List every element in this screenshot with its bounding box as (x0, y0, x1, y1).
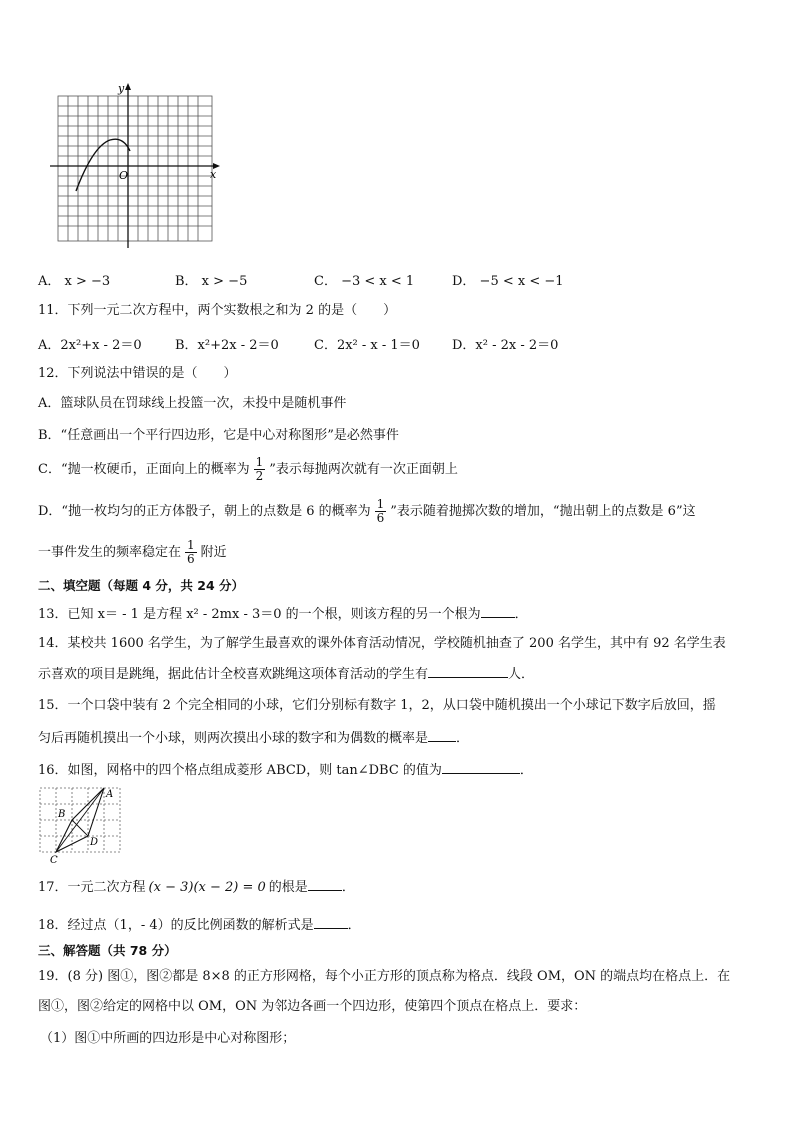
q10-option-a: A． x > −3 (38, 274, 111, 289)
rhombus-grid-figure (36, 785, 126, 865)
q14-line2: 示喜欢的项目是跳绳，据此估计全校喜欢跳绳这项体育活动的学生有 人． (38, 664, 534, 684)
parabola-curve (76, 139, 130, 191)
q17-answer-blank[interactable] (308, 877, 342, 891)
y-axis-label: y (118, 82, 125, 95)
q15-answer-blank[interactable] (428, 728, 456, 742)
q12-d-fraction: $\frac{1}{6}$ (376, 497, 385, 525)
function-graph (48, 76, 228, 252)
origin-label: O (119, 169, 129, 182)
q12-stem: 12．下列说法中错误的是（ ） (38, 366, 237, 381)
q10-option-b: B． x > −5 (175, 274, 248, 289)
q12-option-a: A．篮球队员在罚球线上投篮一次，未投中是随机事件 (38, 396, 347, 411)
point-a-label: A (106, 789, 114, 800)
q17-equation: (x − 3)(x − 2) = 0 (148, 880, 266, 895)
q11-option-a: A．2x²+x - 2＝0 (38, 338, 142, 353)
q10-option-c: C． −3 < x < 1 (314, 274, 415, 289)
q11-option-b: B．x²+2x - 2＝0 (175, 338, 279, 353)
q18: 18．经过点（1，- 4）的反比例函数的解析式是 ． (38, 915, 361, 935)
q12-d2-text-pre: 一事件发生的频率稳定在 (38, 545, 182, 560)
q12-d-text-post: ”表示随着抛掷次数的增加，“抛出朝上的点数是 6”这 (390, 504, 696, 519)
q12-d2-text-post: 附近 (200, 545, 227, 560)
q15-line1: 15．一个口袋中装有 2 个完全相同的小球，它们分别标有数字 1，2，从口袋中随机摸出一个小球记下数字后放回，摇 (38, 698, 716, 713)
q13: 13．已知 x＝ - 1 是方程 x² - 2mx - 3＝0 的一个根，则该方程的另一个根为 ． (38, 604, 528, 624)
q19-line3: （1）图①中所画的四边形是中心对称图形； (40, 1031, 296, 1046)
q11-option-d: D．x² - 2x - 2＝0 (452, 338, 559, 353)
q19-line1: 19．(8 分) 图①，图②都是 8×8 的正方形网格，每个小正方形的顶点称为格点．线段 OM，ON 的端点均在格点上．在 (38, 969, 731, 984)
q10-option-d: D． −5 < x < −1 (452, 274, 564, 289)
section-fill-in-title: 二、填空题（每题 4 分，共 24 分） (38, 578, 245, 593)
point-d-label: D (90, 837, 99, 848)
q17: 17．一元二次方程 (x − 3)(x − 2) = 0 的根是 ． (38, 877, 355, 897)
q12-d2-fraction: $\frac{1}{6}$ (187, 538, 195, 566)
q16: 16．如图，网格中的四个格点组成菱形 ABCD，则 tan∠DBC 的值为 ． (38, 760, 533, 780)
q18-answer-blank[interactable] (314, 915, 348, 929)
q12-c-text-post: ”表示每抛两次就有一次正面朝上 (269, 462, 458, 477)
q19-line2: 图①，图②给定的网格中以 OM，ON 为邻边各画一个四边形，使第四个顶点在格点上．要求： (38, 999, 587, 1014)
y-axis-arrow (125, 83, 131, 90)
q12-d-text-pre: D．“抛一枚均匀的正方体骰子，朝上的点数是 6 的概率为 (38, 504, 371, 519)
point-b-label: B (58, 809, 66, 820)
q16-answer-blank[interactable] (442, 760, 520, 774)
section-answer-title: 三、解答题（共 78 分） (38, 943, 177, 958)
q11-option-c: C．2x² - x - 1＝0 (314, 338, 420, 353)
x-axis-label: x (210, 168, 217, 181)
q11-stem: 11．下列一元二次方程中，两个实数根之和为 2 的是（ ） (38, 303, 397, 318)
graph-grid (58, 96, 212, 241)
point-c-label: C (50, 855, 58, 865)
q12-option-d-line2 (38, 538, 227, 568)
q15-line2: 匀后再随机摸出一个小球，则两次摸出小球的数字和为偶数的概率是 ． (38, 728, 469, 748)
q12-c-text-pre: C．“抛一枚硬币，正面向上的概率为 (38, 462, 250, 477)
q12-option-d (38, 497, 696, 527)
q12-option-c (38, 455, 458, 485)
q12-option-b: B．“任意画出一个平行四边形，它是中心对称图形”是必然事件 (38, 428, 399, 443)
q13-answer-blank[interactable] (481, 604, 515, 618)
q12-c-fraction: $\frac{1}{2}$ (255, 455, 264, 483)
q14-line1: 14．某校共 1600 名学生，为了解学生最喜欢的课外体育活动情况，学校随机抽查了 200 名学生，其中有 92 名学生表 (38, 636, 726, 651)
q14-answer-blank[interactable] (428, 664, 508, 678)
